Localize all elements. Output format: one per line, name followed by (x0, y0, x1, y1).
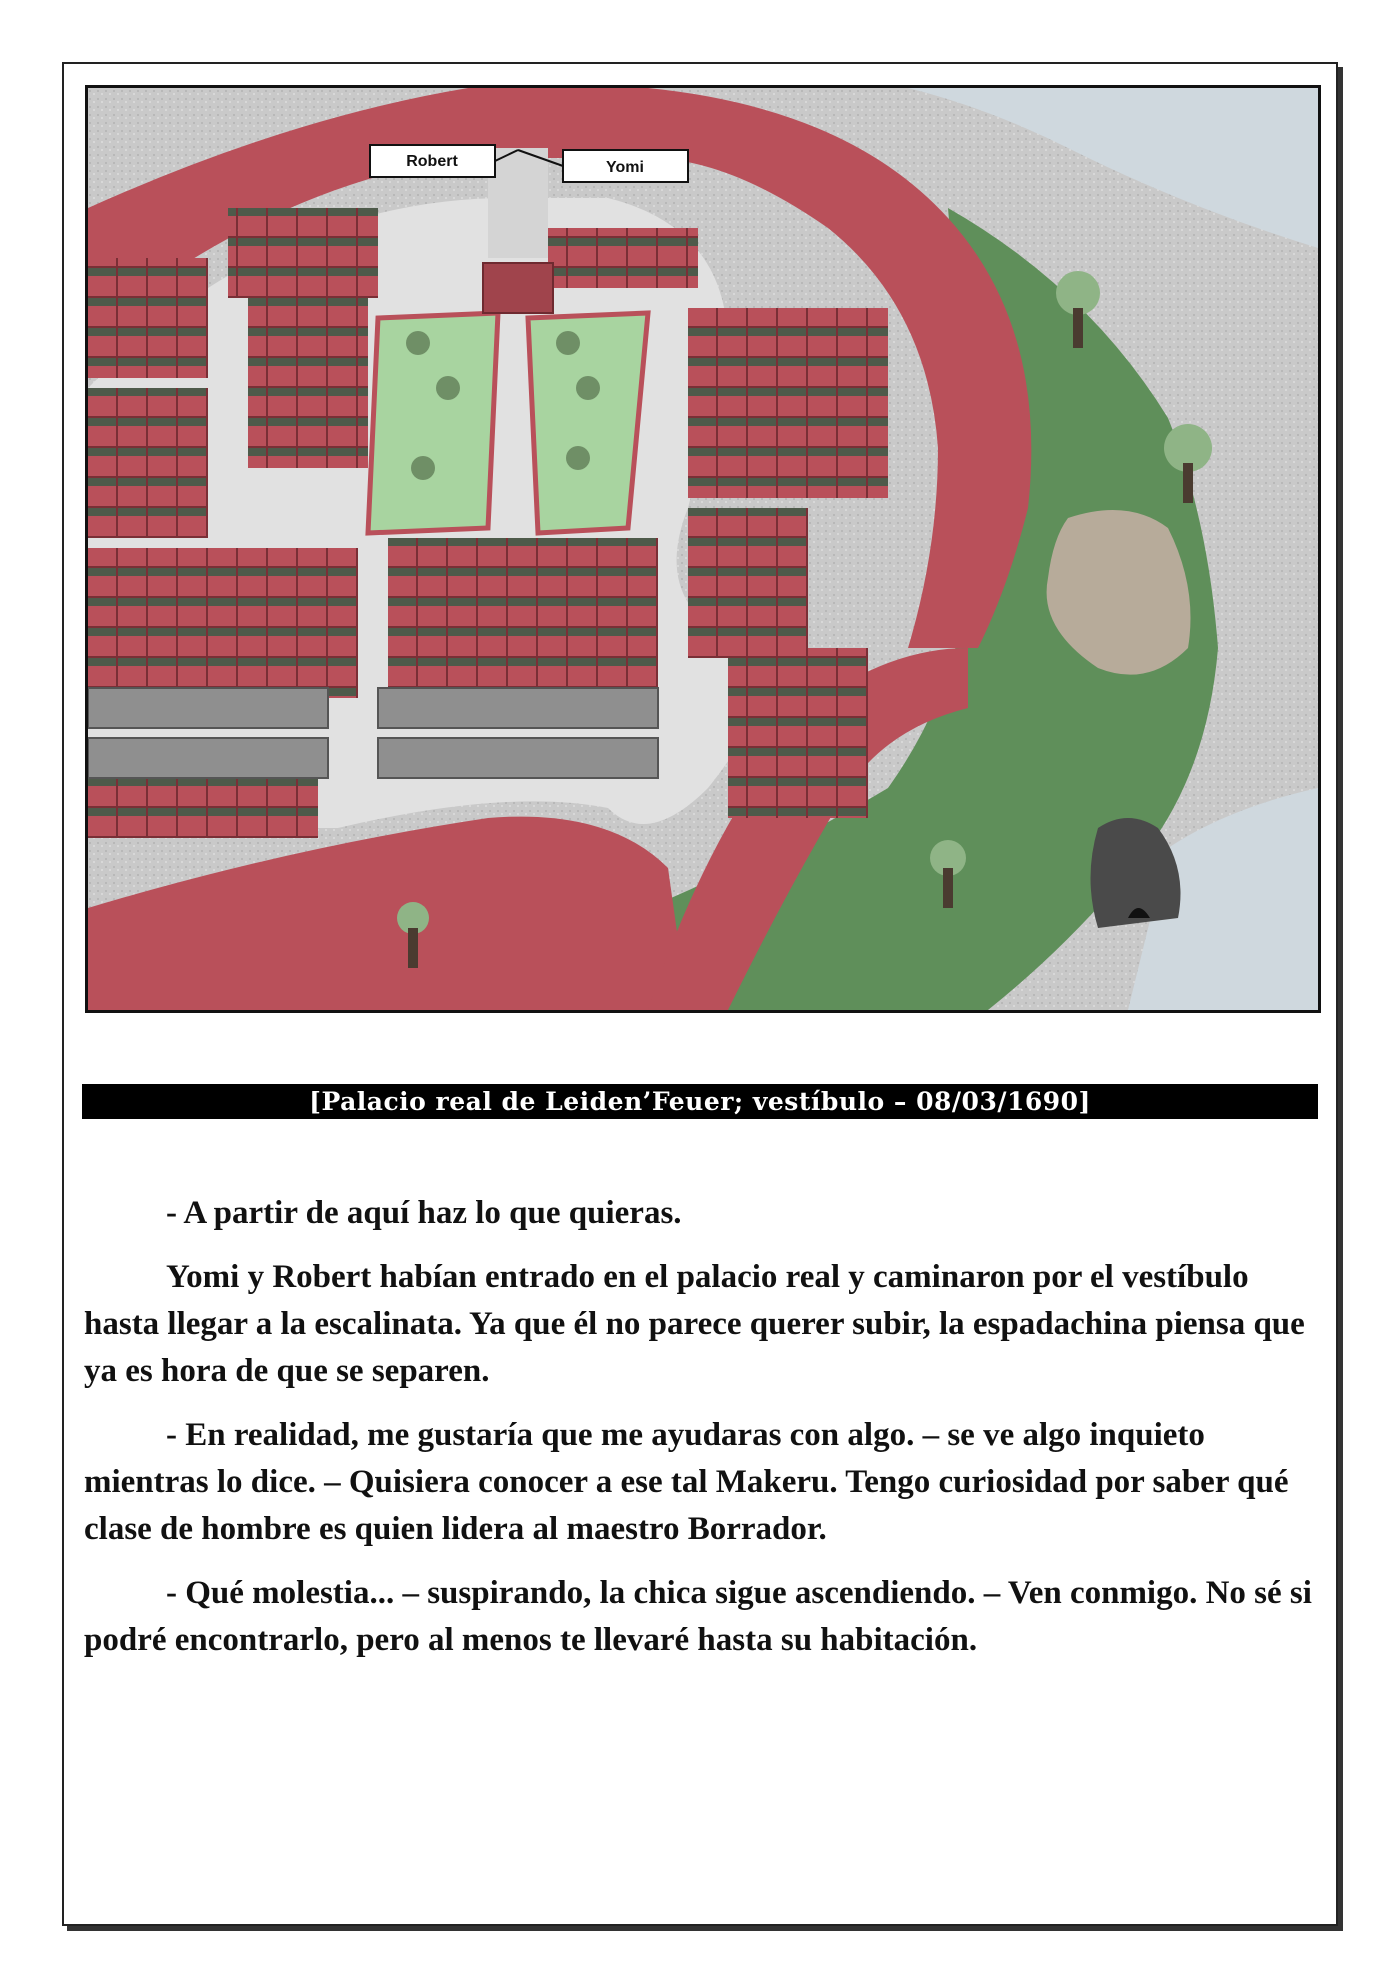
building-block (248, 278, 368, 468)
building-block (88, 388, 208, 538)
building-block (88, 778, 318, 838)
market-row (378, 738, 658, 778)
building-block (388, 538, 658, 703)
market-row (88, 688, 328, 728)
palace-staircase (483, 263, 553, 313)
building-block (688, 508, 808, 658)
left-garden (368, 313, 498, 533)
paragraph: - Qué molestia... – suspirando, la chica sigue ascendiendo. – Ven conmigo. No sé si podré encontrarlo, pero al menos te llevaré hasta su habitación. (84, 1575, 1312, 1658)
yomi-label: Yomi (606, 159, 644, 176)
map-illustration (88, 88, 1318, 1010)
palace-map (85, 85, 1321, 1013)
palace-hall (488, 148, 548, 258)
building-block (88, 258, 208, 378)
robert-label: Robert (406, 153, 458, 170)
right-garden (528, 313, 648, 533)
paragraph: Yomi y Robert habían entrado en el palacio real y caminaron por el vestíbulo hasta llegar a la escalinata. Ya que él no parece querer subir, la espadachina piensa que ya es hora de que se separen. (84, 1259, 1305, 1389)
building-block (88, 548, 358, 698)
paragraph: - En realidad, me gustaría que me ayudaras con algo. – se ve algo inquieto mientras lo dice. – Quisiera conocer a ese tal Makeru. Tengo curiosidad por saber qué clase de hombre es quien lidera al maestro Borrador. (84, 1417, 1289, 1547)
story-text (84, 1190, 1316, 1681)
building-block (548, 228, 698, 288)
building-block (688, 308, 888, 498)
scene-banner: [Palacio real de Leiden’Feuer; vestíbulo – 08/03/1690] (82, 1084, 1318, 1119)
market-row (88, 738, 328, 778)
building-block (228, 208, 378, 298)
market-row (378, 688, 658, 728)
building-block (728, 648, 868, 818)
paragraph: - A partir de aquí haz lo que quieras. (166, 1195, 682, 1231)
